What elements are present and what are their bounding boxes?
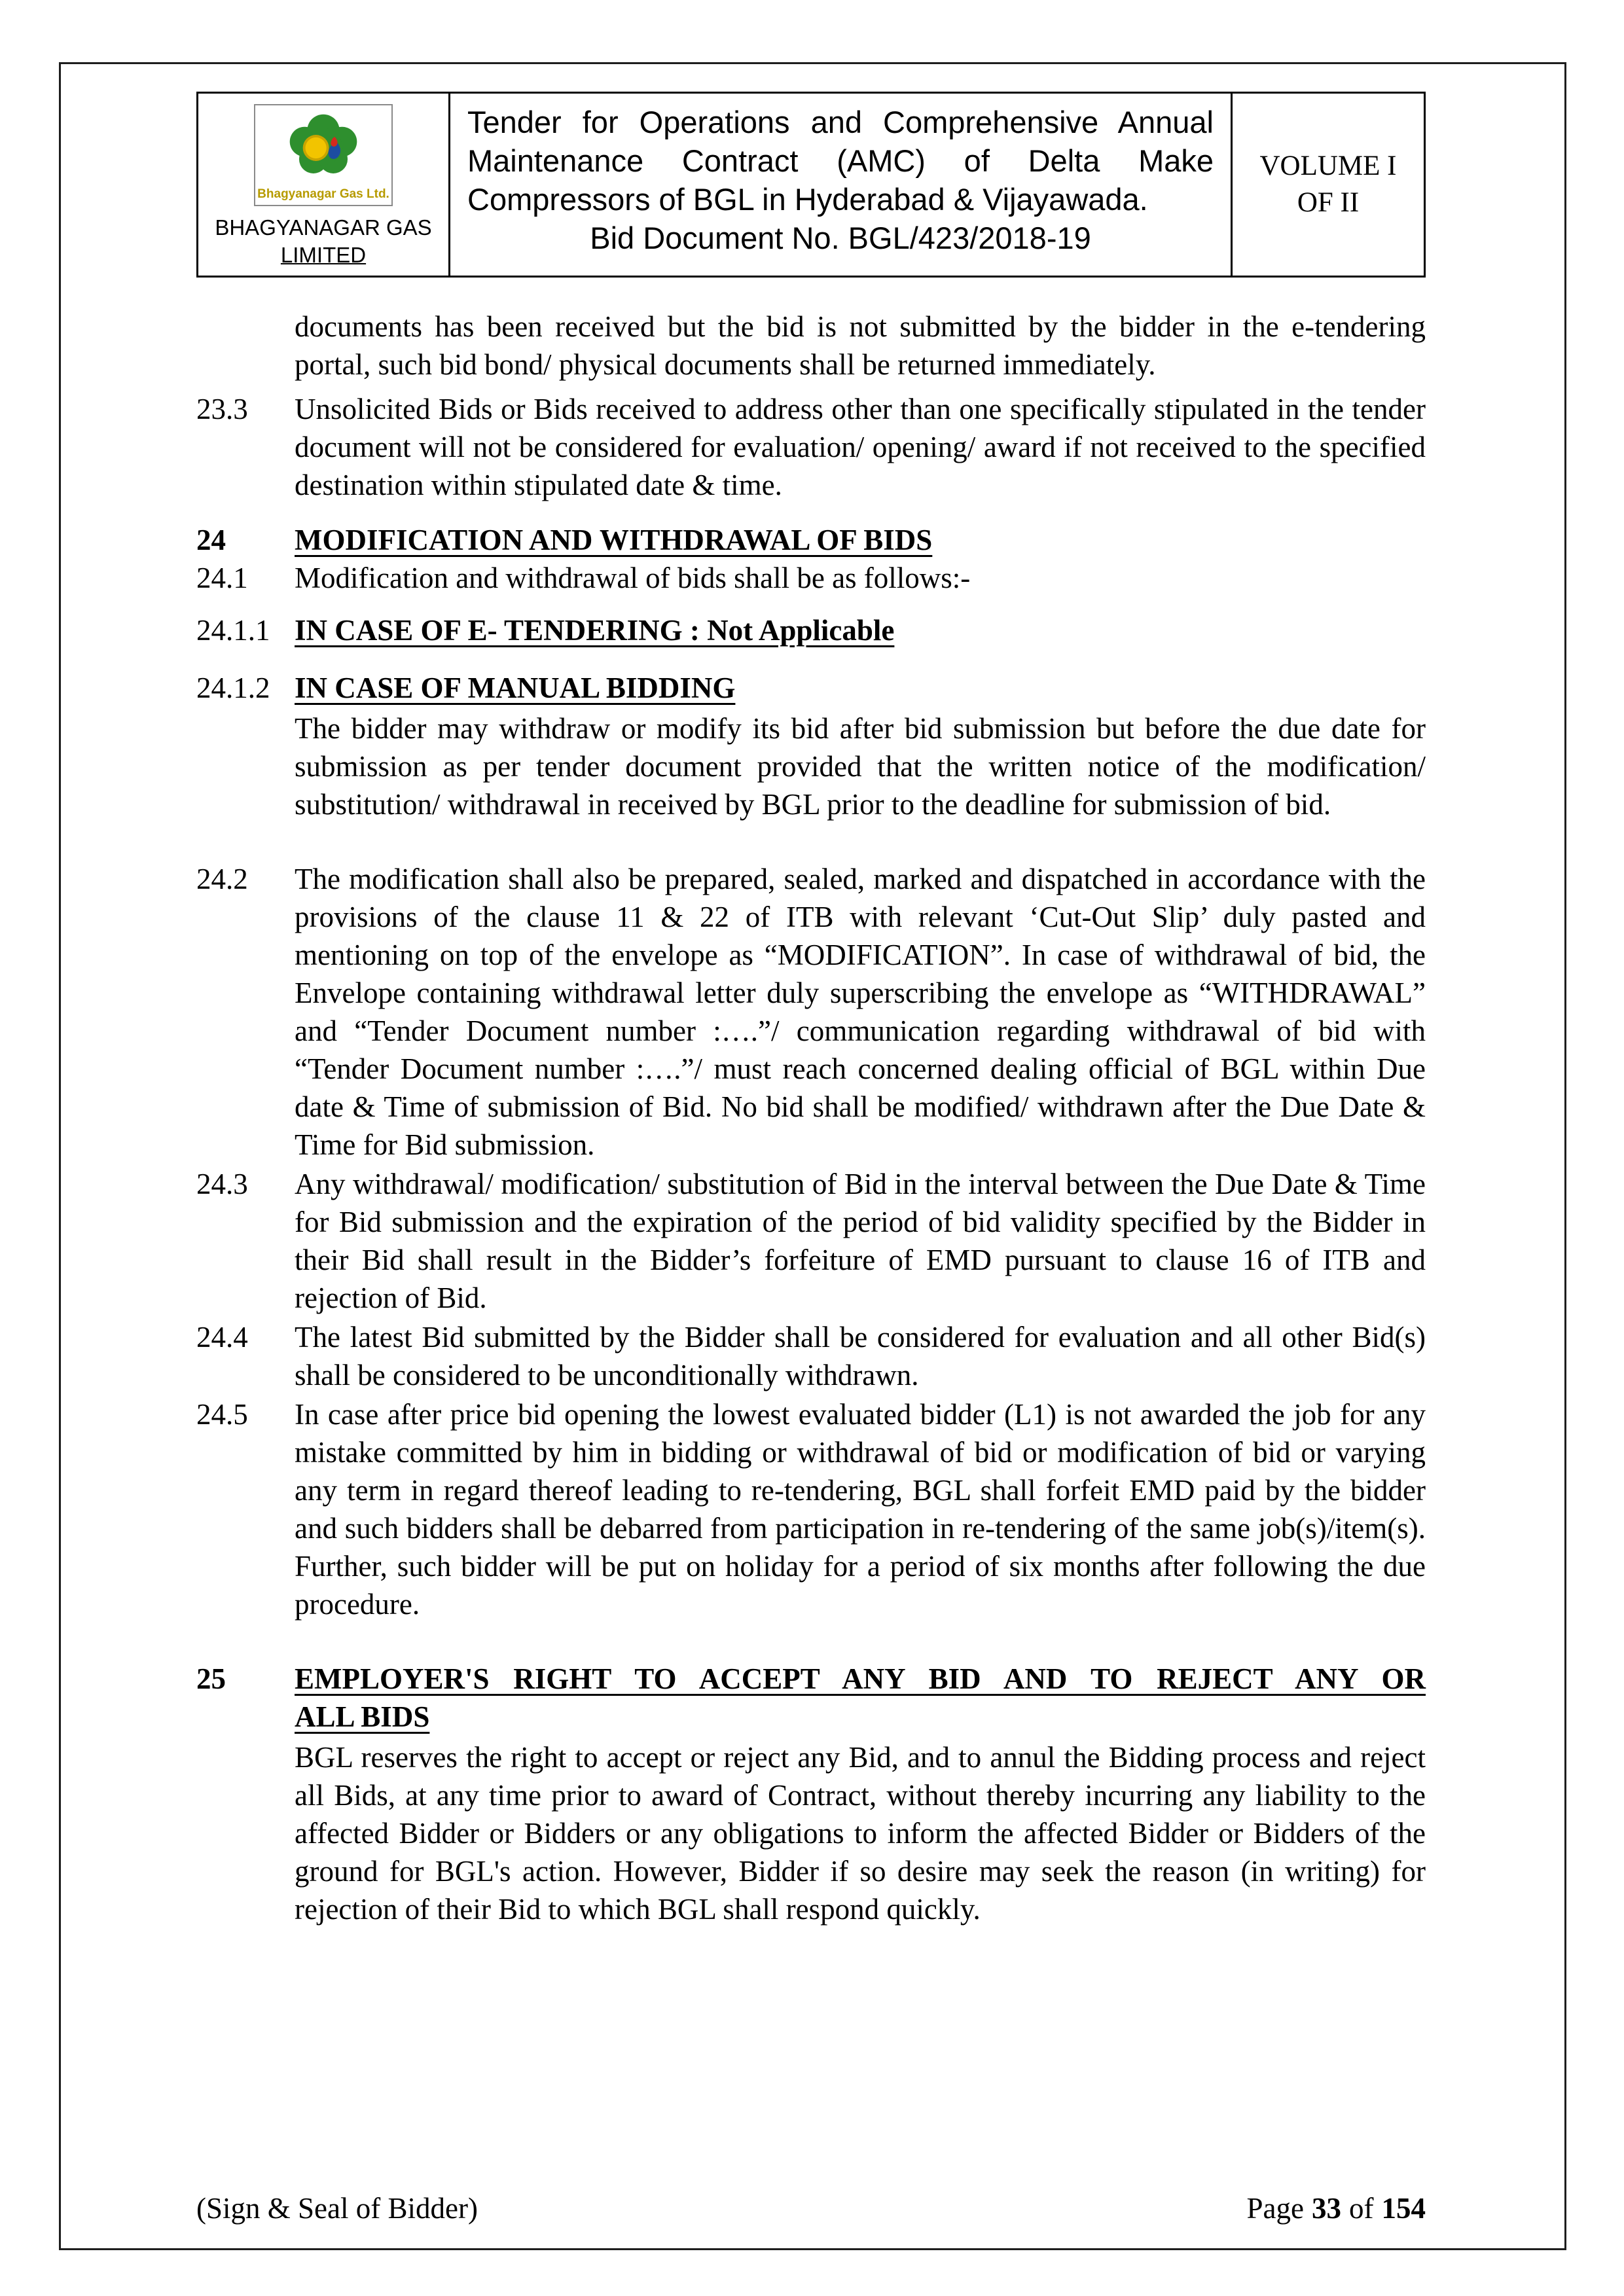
clause-title-text: IN CASE OF E- TENDERING : Not Applicable	[295, 614, 895, 647]
logo-cell	[198, 94, 450, 276]
section-number: 25	[196, 1662, 226, 1695]
logo-box	[254, 104, 393, 206]
page-number: 33	[1312, 2192, 1341, 2225]
tender-title: Tender for Operations and Comprehensive Annual Maintenance Contract (AMC) of Delta Make Compressors of BGL in Hyderabad & Vijayawada.	[467, 105, 1214, 217]
clause-number: 24.1.2	[196, 672, 270, 704]
bid-document-number: Bid Document No. BGL/423/2018-19	[590, 221, 1091, 255]
clause-24-1-2-paragraph	[196, 709, 1426, 823]
org-name-line2: LIMITED	[280, 243, 367, 267]
clause-24-1-2-heading	[196, 669, 1426, 707]
section-title	[295, 521, 1426, 559]
clause-text: Modification and withdrawal of bids shall be as follows:-	[295, 562, 971, 594]
clause-24-4	[196, 1318, 1426, 1394]
org-name-line1: BHAGYANAGAR GAS	[215, 215, 432, 240]
volume-line2: OF II	[1297, 187, 1360, 218]
clause-text: Any withdrawal/ modification/ substitution of Bid in the interval between the Due Date & Time for Bid submission and the expiration of the period of bid validity specified by the Bidder in their Bid shall result in the Bidder’s forfeiture of EMD pursuant to clause 16 of ITB and rejection of Bid.	[295, 1168, 1426, 1314]
clause-number: 23.3	[196, 393, 248, 425]
clause-23-3	[196, 390, 1426, 504]
of-word: of	[1349, 2192, 1374, 2225]
clause-24-3	[196, 1165, 1426, 1317]
section-title-line2-wrap	[295, 1698, 1426, 1736]
page-word: Page	[1246, 2192, 1304, 2225]
clause-24-1-1-heading	[196, 611, 1426, 649]
clause-text: The bidder may withdraw or modify its bid after bid submission but before the due date for submission as per tender document provided that the written notice of the modification/ substitution/ withdrawal in received by BGL prior to the deadline for submission of bid.	[295, 712, 1426, 821]
clause-text: The latest Bid submitted by the Bidder shall be considered for evaluation and all other Bid(s) shall be considered to be unconditionally withdrawn.	[295, 1321, 1426, 1391]
clause-number	[196, 709, 295, 823]
page-footer	[196, 2190, 1426, 2227]
clause-number: 24.1	[196, 562, 248, 594]
clause-number: 24.4	[196, 1321, 248, 1354]
header-table	[196, 92, 1426, 278]
clause-number	[196, 1738, 295, 1928]
document-body	[196, 308, 1426, 1928]
logo-caption: Bhagyanagar Gas Ltd.	[257, 187, 389, 201]
volume-line1: VOLUME I	[1259, 151, 1397, 181]
clause-24-1	[196, 559, 1426, 597]
section-title-line1: EMPLOYER'S RIGHT TO ACCEPT ANY BID AND TO REJECT ANY OR	[295, 1662, 1426, 1695]
clause-24-2	[196, 860, 1426, 1164]
clause-title	[295, 611, 1426, 649]
paragraph-continuation	[196, 308, 1426, 384]
org-name	[215, 214, 431, 269]
clause-number: 24.3	[196, 1168, 248, 1200]
page-reference	[1247, 2190, 1426, 2227]
volume-cell	[1233, 94, 1424, 276]
clause-number: 24.2	[196, 863, 248, 895]
clause-number: 24.5	[196, 1398, 248, 1431]
section-24-heading	[196, 521, 1426, 559]
clause-text: In case after price bid opening the lowest evaluated bidder (L1) is not awarded the job for any mistake committed by him in bidding or withdrawal of bid or modification of bid or varying any term in regard thereof leading to re-tendering, BGL shall forfeit EMD paid by the bidder and such bidders shall be debarred from participation in re-tendering of the same job(s)/item(s). Further, such bidder will be put on holiday for a period of six months after following the due procedure.	[295, 1398, 1426, 1621]
total-pages: 154	[1381, 2192, 1426, 2225]
clause-text: BGL reserves the right to accept or reject any Bid, and to annul the Bidding process and reject all Bids, at any time prior to award of Contract, without thereby incurring any liability to the affected Bidder or Bidders or any obligations to inform the affected Bidder or Bidders of the ground for BGL's action. However, Bidder if so desire may seek the reason (in writing) for rejection of their Bid to which BGL shall respond quickly.	[295, 1741, 1426, 1926]
bgl-logo-icon	[261, 109, 386, 187]
clause-title-text: IN CASE OF MANUAL BIDDING	[295, 672, 736, 704]
section-number: 24	[196, 524, 226, 556]
section-25-heading	[196, 1660, 1426, 1736]
section-title	[295, 1660, 1426, 1736]
clause-number: 24.1.1	[196, 614, 270, 647]
clause-text: Unsolicited Bids or Bids received to address other than one specifically stipulated in the tender document will not be considered for evaluation/ opening/ award if not received to the specified destination within stipulated date & time.	[295, 393, 1426, 501]
section-25-paragraph	[196, 1738, 1426, 1928]
title-cell	[450, 94, 1233, 276]
clause-24-5	[196, 1395, 1426, 1623]
clause-number	[196, 308, 295, 384]
section-title-line2: ALL BIDS	[295, 1700, 430, 1733]
clause-title	[295, 669, 1426, 707]
section-title-text: MODIFICATION AND WITHDRAWAL OF BIDS	[295, 524, 933, 556]
clause-text: The modification shall also be prepared, sealed, marked and dispatched in accordance with the provisions of the clause 11 & 22 of ITB with relevant ‘Cut-Out Slip’ duly pasted and mentioning on top of the envelope as “MODIFICATION”. In case of withdrawal of bid, the Envelope containing withdrawal letter duly superscribing the envelope as “WITHDRAWAL” and “Tender Document number :….”/ communication regarding withdrawal of bid with “Tender Document number :….”/ must reach concerned dealing official of BGL within Due date & Time of submission of Bid. No bid shall be modified/ withdrawn after the Due Date & Time for Bid submission.	[295, 863, 1426, 1161]
sign-seal-note: (Sign & Seal of Bidder)	[196, 2192, 478, 2225]
clause-text: documents has been received but the bid is not submitted by the bidder in the e-tendering portal, such bid bond/ physical documents shall be returned immediately.	[295, 310, 1426, 381]
